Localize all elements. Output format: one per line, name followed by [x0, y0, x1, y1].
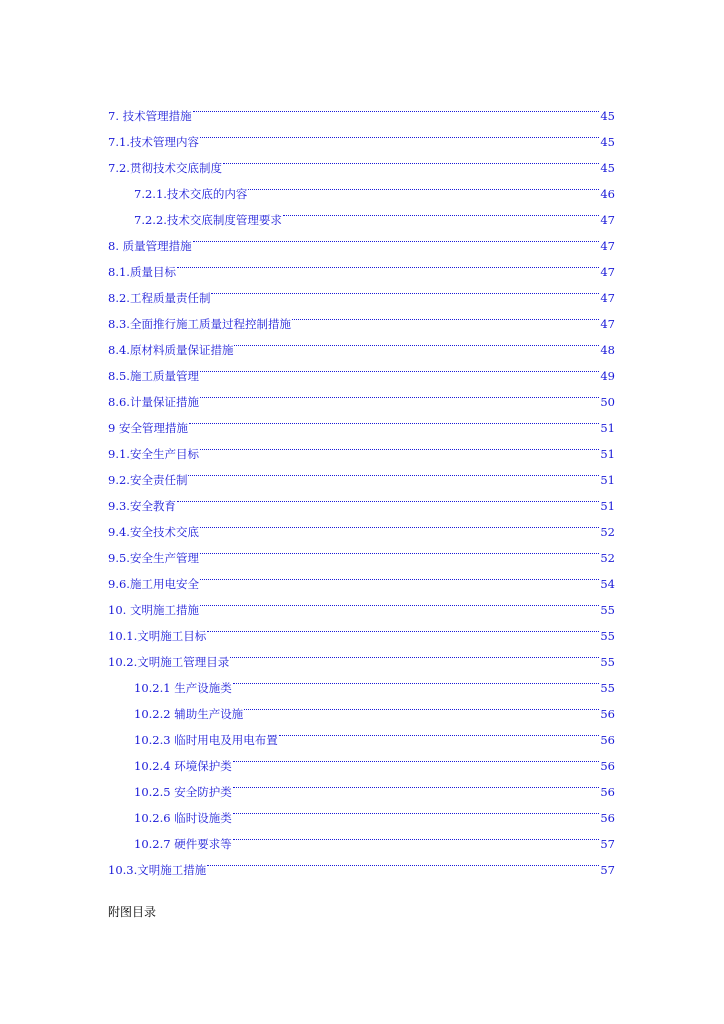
toc-dot-leader [200, 432, 599, 458]
toc-entry-title: 10. 文明施工措施 [108, 603, 199, 617]
toc-entry[interactable] [108, 510, 615, 539]
toc-entry-page-number: 51 [600, 421, 615, 435]
toc-entry-page-number: 51 [600, 473, 615, 487]
toc-entry-title: 7.2.贯彻技术交底制度 [108, 161, 222, 175]
toc-entry-page-number: 48 [600, 343, 615, 357]
toc-entry-page-number: 47 [600, 291, 615, 305]
toc-entry-title: 10.2.7 硬件要求等 [134, 837, 232, 851]
toc-entry-page-number: 45 [600, 135, 615, 149]
toc-entry-title: 10.2.文明施工管理目录 [108, 655, 230, 669]
toc-entry-title: 8.1.质量目标 [108, 265, 176, 279]
toc-entry-title: 10.2.2 辅助生产设施 [134, 707, 244, 721]
toc-dot-leader [233, 796, 600, 822]
toc-entry[interactable] [108, 250, 615, 279]
toc-dot-leader [189, 406, 599, 432]
toc-entry-page-number: 55 [600, 603, 615, 617]
toc-entry-title: 10.2.6 临时设施类 [134, 811, 232, 825]
toc-entry-page-number: 56 [600, 811, 615, 825]
toc-entry-title: 8.3.全面推行施工质量过程控制措施 [108, 317, 291, 331]
toc-entry-page-number: 52 [600, 551, 615, 565]
toc-dot-leader [193, 224, 600, 250]
toc-dot-leader [207, 614, 599, 640]
toc-dot-leader [200, 562, 599, 588]
toc-entry-title: 10.2.4 环境保护类 [134, 759, 232, 773]
appendix-heading: 附图目录 [108, 905, 157, 919]
toc-entry-page-number: 50 [600, 395, 615, 409]
toc-dot-leader [211, 276, 599, 302]
toc-dot-leader [283, 198, 599, 224]
toc-dot-leader [244, 692, 599, 718]
toc-entry-page-number: 52 [600, 525, 615, 539]
toc-dot-leader [223, 146, 599, 172]
toc-entry-page-number: 57 [600, 837, 615, 851]
toc-entry-page-number: 47 [600, 239, 615, 253]
toc-entry-title: 7.2.1.技术交底的内容 [134, 187, 248, 201]
toc-entry-title: 7.2.2.技术交底制度管理要求 [134, 213, 282, 227]
toc-entry-title: 7. 技术管理措施 [108, 109, 192, 123]
toc-dot-leader [200, 354, 599, 380]
toc-entry-title: 9.1.安全生产目标 [108, 447, 199, 461]
toc-dot-leader [207, 848, 599, 874]
toc-dot-leader [233, 666, 600, 692]
toc-entry-title: 8.5.施工质量管理 [108, 369, 199, 383]
toc-entry-title: 10.1.文明施工目标 [108, 629, 207, 643]
toc-entry-title: 10.2.5 安全防护类 [134, 785, 232, 799]
toc-entry-page-number: 47 [600, 213, 615, 227]
toc-entry-page-number: 45 [600, 161, 615, 175]
toc-entry-title: 8. 质量管理措施 [108, 239, 192, 253]
toc-dot-leader [200, 536, 599, 562]
toc-entry-page-number: 55 [600, 629, 615, 643]
toc-entry-title: 9.4.安全技术交底 [108, 525, 199, 539]
toc-entry-title: 9 安全管理措施 [108, 421, 188, 435]
toc-dot-leader [200, 380, 599, 406]
toc-dot-leader [248, 172, 599, 198]
toc-entry-page-number: 55 [600, 681, 615, 695]
toc-entry-page-number: 51 [600, 499, 615, 513]
toc-entry-page-number: 56 [600, 785, 615, 799]
table-of-contents [108, 94, 615, 877]
toc-dot-leader [279, 718, 600, 744]
toc-entry-title: 8.6.计量保证措施 [108, 395, 199, 409]
toc-entry-page-number: 55 [600, 655, 615, 669]
toc-entry[interactable] [108, 276, 615, 305]
toc-dot-leader [177, 250, 599, 276]
toc-dot-leader [200, 510, 599, 536]
toc-entry-title: 9.6.施工用电安全 [108, 577, 199, 591]
toc-dot-leader [233, 770, 600, 796]
toc-entry-page-number: 51 [600, 447, 615, 461]
toc-entry-title: 8.2.工程质量责任制 [108, 291, 211, 305]
toc-dot-leader [188, 458, 599, 484]
toc-entry-page-number: 56 [600, 733, 615, 747]
toc-entry-title: 7.1.技术管理内容 [108, 135, 199, 149]
toc-entry-page-number: 46 [600, 187, 615, 201]
toc-entry-title: 10.2.3 临时用电及用电布置 [134, 733, 278, 747]
toc-dot-leader [200, 120, 599, 146]
toc-dot-leader [200, 588, 599, 614]
toc-entry-page-number: 45 [600, 109, 615, 123]
toc-dot-leader [230, 640, 599, 666]
toc-entry-title: 9.3.安全教育 [108, 499, 176, 513]
toc-entry-title: 8.4.原材料质量保证措施 [108, 343, 234, 357]
toc-entry-page-number: 54 [600, 577, 615, 591]
toc-entry-page-number: 56 [600, 759, 615, 773]
toc-entry-title: 10.3.文明施工措施 [108, 863, 207, 877]
toc-entry-title: 9.5.安全生产管理 [108, 551, 199, 565]
toc-entry-page-number: 49 [600, 369, 615, 383]
toc-entry-page-number: 57 [600, 863, 615, 877]
toc-dot-leader [193, 94, 600, 120]
toc-entry-title: 10.2.1 生产设施类 [134, 681, 232, 695]
toc-entry[interactable] [108, 484, 615, 513]
toc-entry-page-number: 47 [600, 265, 615, 279]
toc-entry[interactable] [108, 94, 615, 123]
toc-dot-leader [292, 302, 599, 328]
toc-dot-leader [233, 822, 600, 848]
toc-dot-leader [233, 744, 600, 770]
toc-entry-title: 9.2.安全责任制 [108, 473, 188, 487]
toc-entry-page-number: 56 [600, 707, 615, 721]
toc-dot-leader [177, 484, 599, 510]
toc-entry-page-number: 47 [600, 317, 615, 331]
toc-dot-leader [234, 328, 599, 354]
